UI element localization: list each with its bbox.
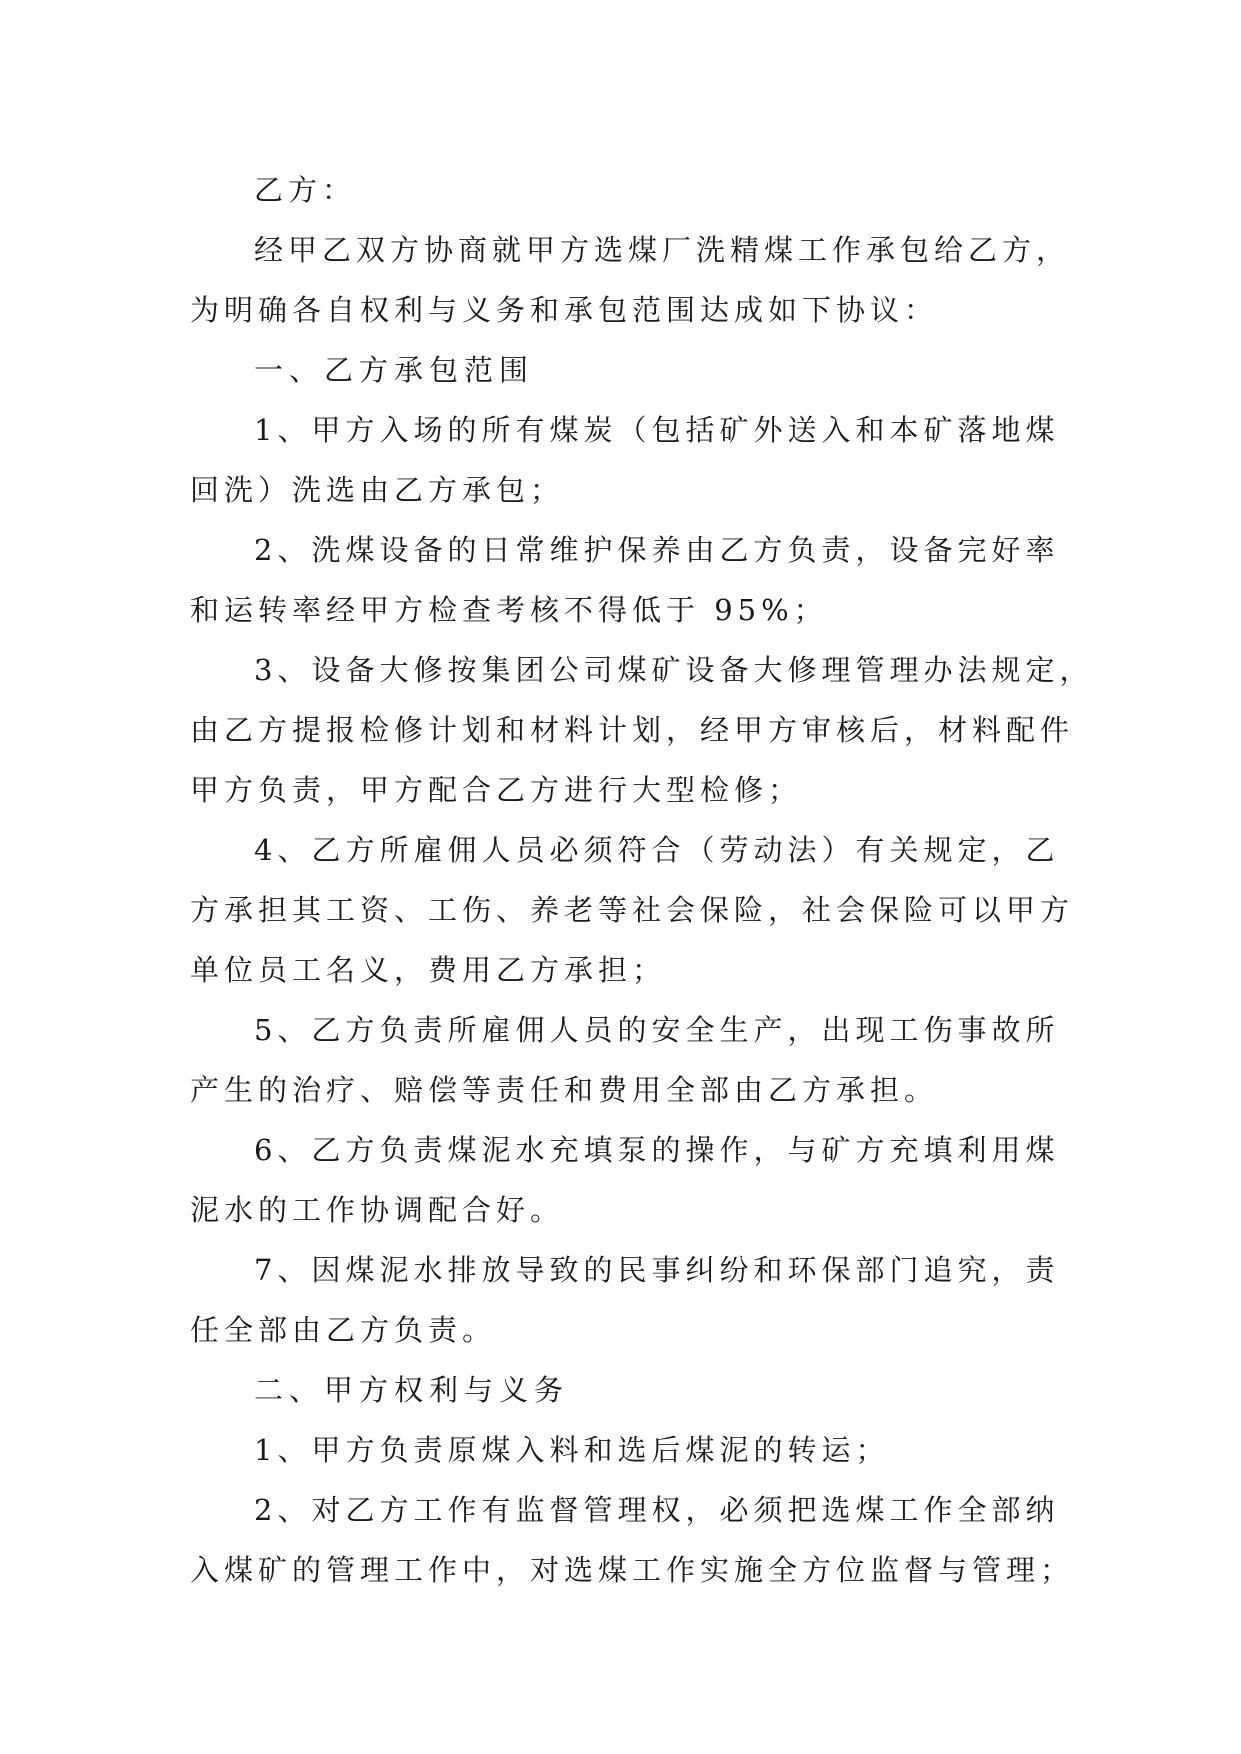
clause-1-1-line-1: 1、甲方入场的所有煤炭（包括矿外送入和本矿落地煤 — [254, 413, 1060, 447]
clause-1-2-line-2: 和运转率经甲方检查考核不得低于 95%； — [190, 593, 828, 627]
clause-1-3-line-3: 甲方负责，甲方配合乙方进行大型检修； — [190, 773, 803, 807]
clause-1-4-line-3: 单位员工名义，费用乙方承担； — [190, 953, 667, 987]
clause-2-1-line-1: 1、甲方负责原煤入料和选后煤泥的转运； — [254, 1433, 890, 1467]
clause-1-1-line-2: 回洗）洗选由乙方承包； — [190, 473, 565, 507]
clause-1-7-line-2: 任全部由乙方负责。 — [190, 1313, 497, 1347]
clause-1-5-line-2: 产生的治疗、赔偿等责任和费用全部由乙方承担。 — [190, 1073, 939, 1107]
clause-2-2-line-1: 2、对乙方工作有监督管理权，必须把选煤工作全部纳 — [254, 1493, 1060, 1527]
clause-1-7-line-1: 7、因煤泥水排放导致的民事纠纷和环保部门追究，责 — [254, 1253, 1060, 1287]
clause-1-6-line-2: 泥水的工作协调配合好。 — [190, 1193, 565, 1227]
clause-1-2-line-1: 2、洗煤设备的日常维护保养由乙方负责，设备完好率 — [254, 533, 1060, 567]
party-b-label: 乙方： — [254, 173, 357, 207]
section-2-heading: 二、甲方权利与义务 — [254, 1373, 570, 1407]
section-1-heading: 一、乙方承包范围 — [254, 353, 535, 387]
clause-1-3-line-2: 由乙方提报检修计划和材料计划，经甲方审核后，材料配件 — [190, 713, 1075, 747]
clause-2-2-line-2: 入煤矿的管理工作中，对选煤工作实施全方位监督与管理； — [190, 1553, 1075, 1587]
clause-1-4-line-1: 4、乙方所雇佣人员必须符合（劳动法）有关规定，乙 — [254, 833, 1060, 867]
document-body — [190, 160, 1094, 1600]
clause-1-5-line-1: 5、乙方负责所雇佣人员的安全生产，出现工伤事故所 — [254, 1013, 1060, 1047]
clause-1-3-line-1: 3、设备大修按集团公司煤矿设备大修理管理办法规定， — [254, 653, 1094, 687]
clause-1-6-line-1: 6、乙方负责煤泥水充填泵的操作，与矿方充填利用煤 — [254, 1133, 1060, 1167]
clause-1-4-line-2: 方承担其工资、工伤、养老等社会保险，社会保险可以甲方 — [190, 893, 1075, 927]
preamble-line-1: 经甲乙双方协商就甲方选煤厂洗精煤工作承包给乙方， — [254, 233, 1071, 267]
preamble-line-2: 为明确各自权利与义务和承包范围达成如下协议： — [190, 293, 939, 327]
